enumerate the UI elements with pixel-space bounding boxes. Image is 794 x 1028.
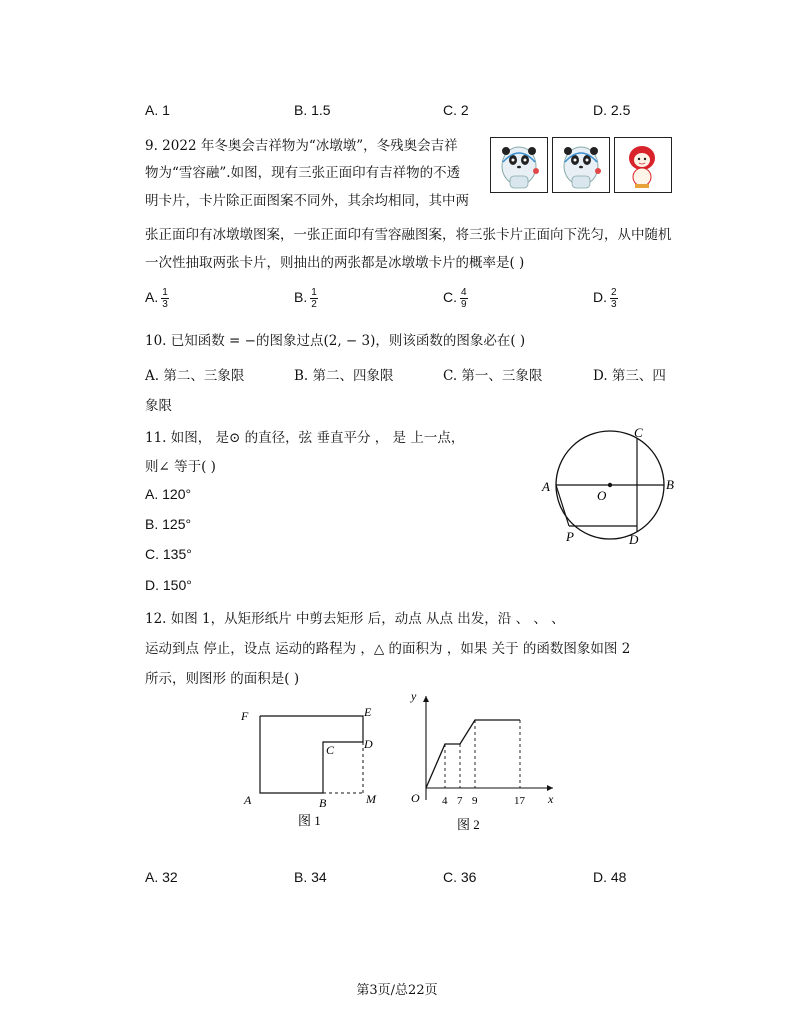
q9-line-1: 9. 2022 年冬奥会吉祥物为“冰墩墩”，冬残奥会吉祥 [145, 138, 458, 154]
q12-stem-line-2: 运动到点 停止，设点 运动的路程为 ，△ 的面积为 ，如果 关于 的函数图象如图 2 [145, 641, 631, 657]
tick-17: 17 [514, 795, 525, 807]
label-a: A [244, 793, 252, 807]
q9-line-5: 一次性抽取两张卡片，则抽出的两张都是冰墩墩卡片的概率是( ) [145, 255, 525, 271]
x-axis-arrow-icon [547, 785, 553, 791]
q9-option-c [443, 287, 468, 310]
option-label: C. [443, 289, 457, 306]
bing-dwen-dwen-card-2 [552, 137, 610, 193]
lantern-mascot-icon [615, 138, 670, 191]
fraction [460, 287, 468, 310]
fraction [310, 287, 318, 310]
denominator: 9 [461, 299, 467, 310]
q10-option-d: D. 第三、四 [593, 368, 666, 384]
figure-2-caption: 图 2 [457, 817, 480, 832]
q11-option-b: B. 125° [145, 516, 192, 532]
q12-option-d: D. 48 [593, 869, 627, 885]
numerator: 4 [461, 287, 467, 298]
label-d: D [629, 532, 639, 547]
option-label: A. [145, 289, 159, 306]
q8-option-c: C. 2 [443, 102, 469, 118]
tick-4: 4 [442, 795, 448, 807]
y-axis-arrow-icon [423, 696, 429, 702]
panda-mascot-icon [491, 138, 546, 191]
label-f: F [241, 709, 249, 723]
label-b: B [319, 796, 327, 810]
denominator: 2 [311, 299, 317, 310]
q8-option-b: B. 1.5 [294, 102, 331, 118]
label-d: D [364, 737, 373, 751]
q9-line-4: 张正面印有冰墩墩图案，一张正面印有雪容融图案，将三张卡片正面向下洗匀，从中随机 [145, 227, 672, 243]
q12-figure-2-graph [388, 688, 563, 836]
q10-option-a: A. 第二、三象限 [145, 368, 245, 384]
bing-dwen-dwen-card-1 [490, 137, 548, 193]
label-e: E [364, 705, 372, 719]
label-c: C [634, 425, 643, 440]
numerator: 1 [311, 287, 317, 298]
label-o: O [597, 488, 607, 503]
q9-line-2: 物为“雪容融”.如图，现有三张正面印有吉祥物的不透 [145, 165, 461, 181]
center-point [608, 483, 612, 487]
label-b: B [666, 477, 674, 492]
function-graph [426, 720, 520, 788]
q12-figure-1 [235, 700, 385, 835]
remaining-paper-shape [260, 716, 363, 793]
segment-ap [556, 485, 569, 526]
fraction [161, 287, 169, 310]
q11-option-d: D. 150° [145, 577, 192, 593]
label-a: A [542, 479, 550, 494]
q9-option-d [593, 287, 618, 310]
q12-option-b: B. 34 [294, 869, 327, 885]
origin-label: O [411, 791, 420, 805]
q12-stem-line-3: 所示，则图形 的面积是( ) [145, 671, 300, 687]
q8-option-a: A. 1 [145, 102, 170, 118]
q11-circle-figure [535, 420, 685, 550]
denominator: 3 [611, 299, 617, 310]
label-c: C [326, 743, 335, 757]
q10-option-b: B. 第二、四象限 [294, 368, 394, 384]
q9-line-3: 明卡片，卡片除正面图案不同外，其余均相同，其中两 [145, 193, 469, 209]
numerator: 2 [611, 287, 617, 298]
x-axis-label: x [548, 792, 554, 806]
page-number-footer: 第3页/总22页 [356, 983, 438, 998]
label-m: M [366, 792, 376, 806]
q10-option-d-continued: 象限 [145, 398, 172, 414]
fraction [610, 287, 618, 310]
q12-stem-line-1: 12. 如图 1，从矩形纸片 中剪去矩形 后，动点 从点 出发，沿 、 、 、 [145, 611, 565, 627]
denominator: 3 [162, 299, 168, 310]
q9-option-a [145, 287, 169, 310]
tick-9: 9 [472, 795, 478, 807]
q11-stem-line-1: 11. 如图， 是⊙ 的直径，弦 垂直平分 ， 是 上一点， [145, 430, 465, 446]
shuey-rhon-rhon-card [614, 137, 672, 193]
q11-stem-line-2: 则∠ 等于( ) [145, 459, 216, 475]
panda-mascot-icon [553, 138, 608, 191]
tick-7: 7 [457, 795, 463, 807]
q9-option-b [294, 287, 318, 310]
q11-option-c: C. 135° [145, 546, 192, 562]
numerator: 1 [162, 287, 168, 298]
q11-option-a: A. 120° [145, 486, 192, 502]
option-label: B. [294, 289, 308, 306]
q12-option-a: A. 32 [145, 869, 178, 885]
label-p: P [566, 529, 574, 544]
q10-option-c: C. 第一、三象限 [443, 368, 543, 384]
q12-option-c: C. 36 [443, 869, 477, 885]
figure-1-caption: 图 1 [298, 813, 321, 828]
q10-stem: 10. 已知函数 = −的图象过点(2, − 3)，则该函数的图象必在( ) [145, 333, 526, 349]
y-axis-label: y [411, 689, 417, 703]
option-label: D. [593, 289, 607, 306]
q8-option-d: D. 2.5 [593, 102, 631, 118]
